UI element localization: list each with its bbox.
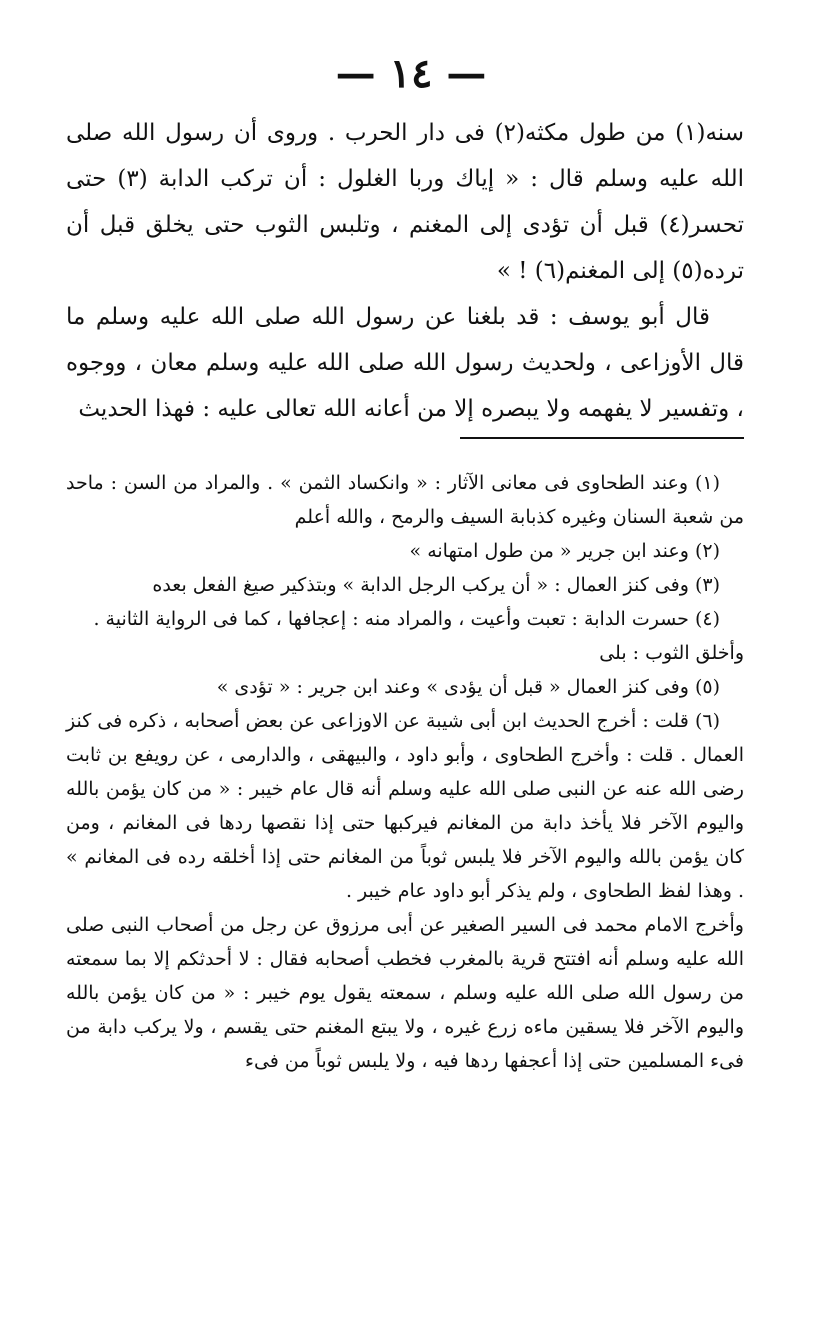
- page-number: — ١٤ —: [335, 50, 487, 97]
- footnote-2: (٢) وعند ابن جرير « من طول امتهانه »: [409, 540, 720, 562]
- footnote-4-continuation: وأخلق الثوب : بلى: [599, 642, 744, 664]
- footnote-1: (١) وعند الطحاوى فى معانى الآثار : « وانكساد الثمن » . والمراد من السن : ماحد من شعبة السنان وغيره كذبابة السيف والرمح ، والله أعلم: [66, 472, 744, 528]
- footnote-4: (٤) حسرت الدابة : تعبت وأعيت ، والمراد منه : إعجافها ، كما فى الرواية الثانية .: [93, 608, 720, 630]
- footnote-5: (٥) وفى كنز العمال « قبل أن يؤدى » وعند ابن جرير : « تؤدى »: [216, 676, 720, 698]
- main-paragraph: سنه(١) من طول مكثه(٢) فى دار الحرب . وروى أن رسول الله صلى الله عليه وسلم قال : « إياك وربا الغلول : أن تركب الدابة (٣) حتى تحسر(٤) قبل أن تؤدى إلى المغنم ، وتلبس الثوب حتى يخلق قبل أن ترده(٥) إلى المغنم(٦) ! »: [66, 120, 745, 284]
- footnote-3: (٣) وفى كنز العمال : « أن يركب الرجل الدابة » وبتذكير صيغ الفعل بعده: [152, 574, 720, 596]
- footnote-6: (٦) قلت : أخرج الحديث ابن أبى شيبة عن الاوزاعى عن بعض أصحابه ، ذكره فى كنز العمال . قلت : وأخرج الطحاوى ، وأبو داود ، والبيهقى ، والدارمى ، عن رويفع بن ثابت رضى الله عنه عن النبى صلى الله عليه وسلم أنه قال عام خيبر : « من كان يؤمن بالله واليوم الآخر فلا يأخذ دابة من المغانم فيركبها حتى إذا نقصها ردها فى المغانم ، ومن كان يؤمن بالله واليوم الآخر فلا يلبس ثوباً من المغانم حتى إذا أخلقه رده فى المغانم » . وهذا لفظ الطحاوى ، ولم يذكر أبو داود عام خيبر .: [66, 710, 744, 902]
- main-paragraph: قال أبو يوسف : قد بلغنا عن رسول الله صلى الله عليه وسلم ما قال الأوزاعى ، ولحديث رسول الله صلى الله عليه وسلم معان ، ووجوه ، وتفسير لا يفهمه ولا يبصره إلا من أعانه الله تعالى عليه : فهذا الحديث: [66, 304, 744, 422]
- main-text: [66, 110, 744, 432]
- footnote-divider: [460, 437, 744, 439]
- footnote-6-continuation: وأخرج الامام محمد فى السير الصغير عن أبى مرزوق عن رجل من أصحاب النبى صلى الله عليه وسلم أنه افتتح قرية بالمغرب فخطب أصحابه فقال : لا أحدثكم إلا بما سمعته من رسول الله صلى الله عليه وسلم ، سمعته يقول يوم خيبر : « من كان يؤمن بالله واليوم الآخر فلا يسقين ماءه زرع غيره ، ولا يبتع المغنم حتى يقسم ، ولا يركب دابة من فىء المسلمين حتى إذا أعجفها ردها فيه ، ولا يلبس ثوباً من فىء: [66, 914, 744, 1072]
- footnotes: [66, 466, 744, 1078]
